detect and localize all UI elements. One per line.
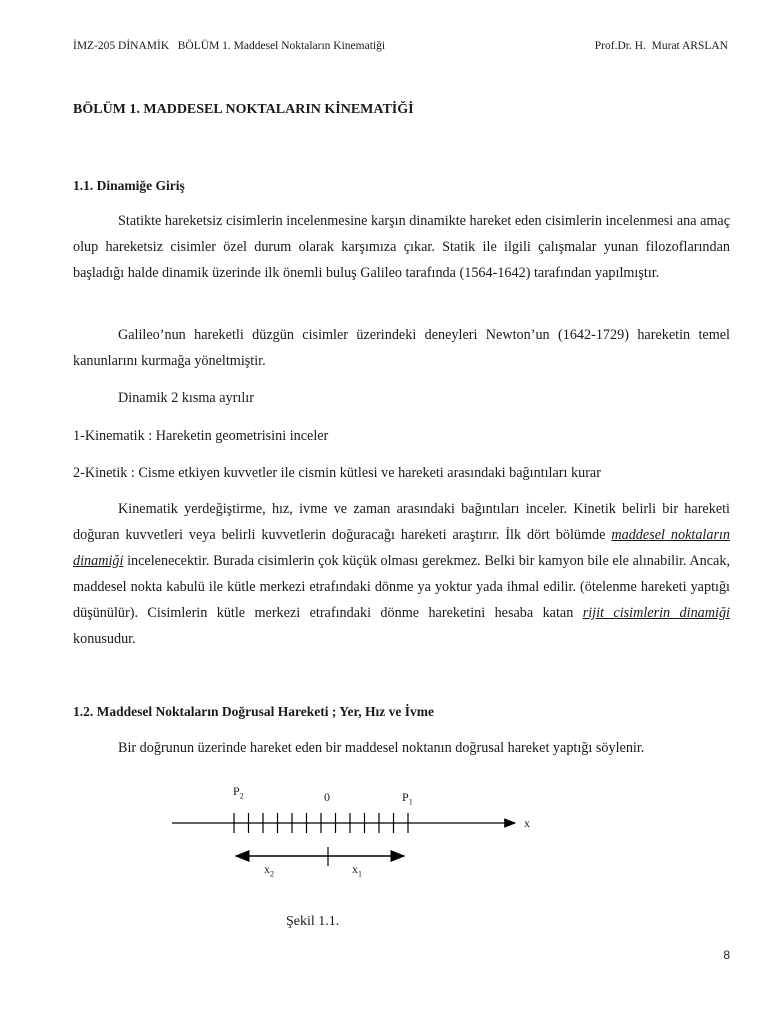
page-number: 8	[723, 948, 730, 962]
paragraph-kinematik-detail	[73, 496, 730, 652]
paragraph-kinetik: 2-Kinetik : Cisme etkiyen kuvvetler ile cismin kütlesi ve hareketi arasındaki bağıntıları kurar	[73, 465, 601, 481]
label-origin: 0	[324, 790, 330, 804]
section-1-2-title: 1.2. Maddesel Noktaların Doğrusal Hareketi ; Yer, Hız ve İvme	[73, 704, 434, 719]
paragraph-linear-motion: Bir doğrunun üzerinde hareket eden bir maddesel noktanın doğrusal hareket yaptığı söylenir.	[118, 740, 645, 756]
paragraph-text-b: incelenecektir. Burada cisimlerin çok küçük olması gerekmez. Belki bir kamyon bile ele alınabilir. Ancak, maddesel nokta kabulü ile kütle merkezi etrafındaki dönme ya yoktur yada ihmal edilir. (ötelenme hareketi yaptığı düşünülür). Cisimlerin kütle merkezi etrafındaki dönme hareketini hesaba katan	[73, 553, 730, 621]
paragraph-kinematik: 1-Kinematik : Hareketin geometrisini inceler	[73, 428, 329, 444]
figure-caption: Şekil 1.1.	[286, 914, 340, 929]
section-1-1-title: 1.1. Dinamiğe Giriş	[73, 178, 185, 193]
chapter-title: BÖLÜM 1. MADDESEL NOKTALARIN KİNEMATİĞİ	[73, 102, 414, 117]
running-header-title: İMZ-205 DİNAMİK BÖLÜM 1. Maddesel Noktaların Kinematiği	[73, 40, 386, 52]
label-x2: $x_2$	[264, 862, 274, 879]
term-rijit-cisimlerin-dinamigi: rijit cisimlerin dinamiği	[582, 605, 730, 621]
paragraph-galileo: Galileo’nun hareketli düzgün cisimler üzerindeki deneyleri Newton’un (1642-1729) hareketin temel kanunlarını kurmağa yöneltmiştir.	[73, 327, 730, 369]
running-header-author: Prof.Dr. H. Murat ARSLAN	[594, 40, 728, 52]
label-p1: $P_1$	[402, 790, 413, 807]
paragraph-intro: Statikte hareketsiz cisimlerin incelenmesine karşın dinamikte hareket eden cisimlerin incelenmesi ana amaç olup hareketsiz cisimler özel durum olarak karşımıza çıkar. Statik ile ilgili çalışmalar yunan filozoflarından başladığı halde dinamik üzerinde ilk önemli buluş Galileo tarafında (1564-1642) tarafından yapılmıştır.	[73, 213, 730, 281]
label-x-axis: x	[524, 816, 530, 830]
term-maddesel-noktalarin-dinamigi: maddesel noktaların dinamiği	[73, 527, 731, 569]
paragraph-dinamik-parts: Dinamik 2 kısma ayrılır	[118, 390, 254, 406]
figure-number-line	[160, 780, 560, 895]
paragraph-text-c: konusudur.	[73, 631, 136, 647]
label-p2: $P_2$	[233, 784, 244, 801]
label-x1: $x_1$	[352, 862, 362, 879]
paragraph-text-a: Kinematik yerdeğiştirme, hız, ivme ve zaman arasındaki bağıntıları inceler. Kinetik belirli bir hareketi doğuran kuvvetleri veya belirli kuvvetlerin doğuracağı hareketi araştırır. İlk dört bölümde	[73, 501, 730, 543]
